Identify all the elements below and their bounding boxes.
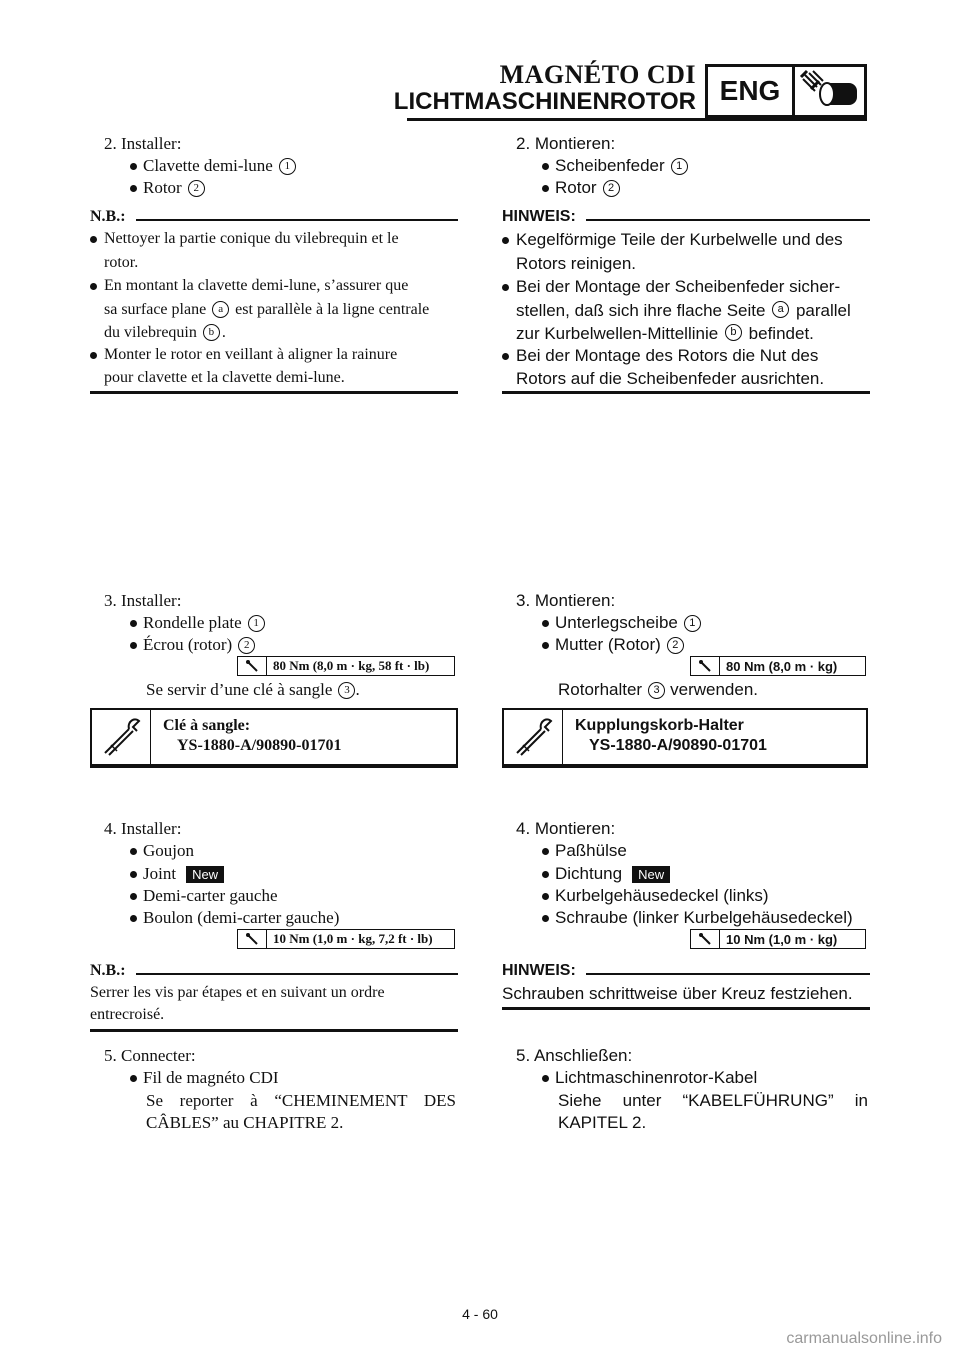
left-step2-heading: 2. Installer: (104, 134, 182, 153)
bullet-icon (542, 163, 549, 170)
special-tool-box (90, 708, 458, 768)
bullet-icon (542, 915, 549, 922)
note-rule (90, 391, 458, 394)
chapter-badge (705, 64, 867, 118)
item-text: Goujon (143, 841, 194, 860)
item-text: Fil de magnéto CDI (143, 1068, 279, 1087)
left-step4-item (130, 841, 194, 861)
note-text: Bei der Montage der Scheibenfeder sicher- (516, 277, 841, 296)
note-text: Bei der Montage des Rotors die Nut des (516, 346, 819, 365)
callout-number: 3 (338, 682, 355, 699)
new-badge: New (632, 866, 670, 883)
callout-letter: b (203, 324, 220, 341)
bullet-icon (130, 848, 137, 855)
right-step4-item (542, 886, 769, 906)
left-step5-item (130, 1068, 279, 1088)
right-step3-item (542, 635, 684, 655)
callout-number: 2 (603, 180, 620, 197)
item-text: Joint (143, 864, 177, 883)
item-text: Lichtmaschinenrotor-Kabel (555, 1068, 758, 1087)
right-step2-item (542, 156, 688, 176)
left-step4-item (130, 908, 339, 928)
wrench-icon (691, 657, 720, 675)
bullet-icon (542, 620, 549, 627)
note-line (104, 369, 345, 387)
bullet-icon (130, 915, 137, 922)
special-tool-box (502, 708, 868, 768)
torque-value: 10 Nm (1,0 m · kg) (726, 931, 838, 947)
torque-value: 10 Nm (1,0 m · kg, 7,2 ft · lb) (273, 931, 433, 946)
torque-spec (237, 929, 455, 949)
engine-icon (795, 67, 864, 115)
right-step2-item (542, 178, 620, 198)
item-text: Scheibenfeder (555, 156, 665, 175)
right-step3-note (558, 680, 758, 700)
right-step4-heading: 4. Montieren: (516, 819, 616, 838)
left-step3-item (130, 635, 255, 655)
tool-icon (92, 710, 151, 764)
note-line (516, 324, 814, 344)
item-text: Rotor (143, 178, 182, 197)
callout-number: 1 (279, 158, 296, 175)
item-text: Paßhülse (555, 841, 627, 860)
bullet-icon (90, 352, 97, 359)
wrench-icon (238, 657, 267, 675)
note-line (502, 230, 843, 250)
left-step5-heading: 5. Connecter: (104, 1046, 196, 1065)
bullet-icon (542, 642, 549, 649)
bullet-icon (542, 185, 549, 192)
left-note-header (90, 962, 458, 980)
tool-icon (504, 710, 563, 764)
note-text: rotor. (104, 254, 139, 271)
item-text: Schraube (linker Kurbelgehäusedeckel) (555, 908, 853, 927)
torque-value: 80 Nm (8,0 m · kg) (726, 658, 838, 674)
torque-spec (237, 656, 455, 676)
note-text: entrecroisé. (90, 1006, 165, 1023)
left-note-header (90, 208, 458, 226)
item-text: Kurbelgehäusedeckel (links) (555, 886, 769, 905)
note-text: est parallèle à la ligne centrale (235, 301, 430, 318)
item-text: Clavette demi-lune (143, 156, 273, 175)
note-rule (90, 1029, 458, 1032)
callout-letter: a (212, 301, 229, 318)
right-step3-heading: 3. Montieren: (516, 591, 616, 610)
left-step4-heading: 4. Installer: (104, 819, 182, 838)
callout-number: 2 (188, 180, 205, 197)
left-step4-item (130, 886, 278, 906)
note-text: Nettoyer la partie conique du vilebrequin et le (104, 230, 399, 247)
note-text: Serrer les vis par étapes et en suivant un ordre (90, 984, 385, 1001)
note-line (90, 1006, 164, 1024)
bullet-icon (130, 620, 137, 627)
right-note-header (502, 208, 870, 226)
note-line (90, 346, 397, 364)
right-step2-heading: 2. Montieren: (516, 134, 616, 153)
left-step3-item (130, 613, 265, 633)
bullet-icon (542, 893, 549, 900)
note-line (516, 301, 851, 321)
callout-letter: b (725, 324, 742, 341)
tool-name: Kupplungskorb-Halter (575, 717, 744, 734)
note-label: N.B.: (90, 208, 126, 225)
callout-number: 3 (648, 682, 665, 699)
note-text: du vilebrequin (104, 324, 197, 341)
callout-number: 2 (667, 637, 684, 654)
bullet-icon (130, 893, 137, 900)
note-rule (502, 391, 870, 394)
note-text: Monter le rotor en veillant à aligner la rainure (104, 346, 398, 363)
note-line (516, 254, 636, 274)
watermark: carmanualsonline.info (786, 1330, 942, 1347)
torque-spec (690, 656, 866, 676)
callout-number: 1 (684, 615, 701, 632)
note-text: . (221, 324, 226, 341)
right-step4-item (542, 908, 853, 928)
page-number: 4 - 60 (462, 1306, 498, 1322)
item-text: Mutter (Rotor) (555, 635, 661, 654)
note-text: Rotors auf die Scheibenfeder ausrichten. (516, 369, 825, 388)
header-rule (407, 118, 867, 121)
item-text: . (355, 680, 360, 699)
right-step4-item (542, 841, 627, 861)
tool-name: Clé à sangle: (163, 717, 251, 734)
item-text: Rondelle plate (143, 613, 242, 632)
cross-reference: CÂBLES” au CHAPITRE 2. (146, 1113, 344, 1132)
left-step2-item (130, 156, 296, 176)
item-text: Dichtung (555, 864, 623, 883)
note-line (90, 277, 408, 295)
note-line (104, 254, 138, 272)
tool-part-number: YS-1880-A/90890-01701 (177, 737, 342, 754)
bullet-icon (130, 185, 137, 192)
note-line (502, 984, 853, 1004)
torque-spec (690, 929, 866, 949)
callout-number: 1 (248, 615, 265, 632)
note-label: HINWEIS: (502, 962, 576, 979)
note-text: befindet. (748, 324, 814, 343)
note-line (104, 324, 226, 342)
bullet-icon (130, 871, 137, 878)
bullet-icon (90, 236, 97, 243)
cross-reference: Se reporter à “CHEMINEMENT DES (146, 1091, 456, 1110)
item-text: Unterlegscheibe (555, 613, 678, 632)
item-text: Se servir d’une clé à sangle (146, 680, 333, 699)
note-line (502, 346, 818, 366)
note-line (90, 984, 385, 1002)
torque-value: 80 Nm (8,0 m · kg, 58 ft · lb) (273, 658, 430, 673)
note-text: Schrauben schrittweise über Kreuz festziehen. (502, 984, 853, 1003)
cross-reference: KAPITEL 2. (558, 1113, 647, 1132)
right-step4-item (542, 864, 670, 884)
section-title-de: LICHTMASCHINENROTOR (393, 88, 696, 115)
chapter-badge-label: ENG (708, 67, 795, 115)
left-step3-note (146, 680, 360, 700)
bullet-icon (130, 1075, 137, 1082)
note-line (502, 277, 840, 297)
note-text: pour clavette et la clavette demi-lune. (104, 369, 345, 386)
note-text: Kegelförmige Teile der Kurbelwelle und des (516, 230, 843, 249)
bullet-icon (542, 871, 549, 878)
bullet-icon (90, 283, 97, 290)
note-text: Rotors reinigen. (516, 254, 637, 273)
tool-part-number: YS-1880-A/90890-01701 (589, 737, 767, 754)
item-text: Boulon (demi-carter gauche) (143, 908, 340, 927)
note-label: HINWEIS: (502, 208, 576, 225)
right-step3-item (542, 613, 701, 633)
bullet-icon (542, 1075, 549, 1082)
note-text: zur Kurbelwellen-Mittellinie (516, 324, 719, 343)
wrench-icon (238, 930, 267, 948)
bullet-icon (502, 353, 509, 360)
note-line (516, 369, 824, 389)
new-badge: New (186, 866, 224, 883)
right-step5-heading: 5. Anschließen: (516, 1046, 633, 1065)
note-line (104, 301, 429, 319)
bullet-icon (502, 284, 509, 291)
wrench-icon (691, 930, 720, 948)
bullet-icon (542, 848, 549, 855)
bullet-icon (130, 163, 137, 170)
note-line (90, 230, 399, 248)
bullet-icon (502, 237, 509, 244)
left-step4-item (130, 864, 224, 884)
callout-number: 2 (238, 637, 255, 654)
left-step3-heading: 3. Installer: (104, 591, 182, 610)
note-text: parallel (795, 301, 851, 320)
bullet-icon (130, 642, 137, 649)
note-label: N.B.: (90, 962, 126, 979)
item-text: Écrou (rotor) (143, 635, 233, 654)
cross-reference: Siehe unter “KABELFÜHRUNG” in (558, 1091, 868, 1110)
note-text: stellen, daß sich ihre flache Seite (516, 301, 766, 320)
item-text: Demi-carter gauche (143, 886, 278, 905)
left-step2-item (130, 178, 205, 198)
section-title-fr: MAGNÉTO CDI (499, 60, 696, 89)
right-step5-item (542, 1068, 757, 1088)
note-text: En montant la clavette demi-lune, s’assurer que (104, 277, 409, 294)
callout-number: 1 (671, 158, 688, 175)
item-text: verwenden. (670, 680, 758, 699)
note-rule (502, 1007, 870, 1010)
right-note-header (502, 962, 870, 980)
note-text: sa surface plane (104, 301, 207, 318)
item-text: Rotorhalter (558, 680, 643, 699)
callout-letter: a (772, 301, 789, 318)
item-text: Rotor (555, 178, 597, 197)
